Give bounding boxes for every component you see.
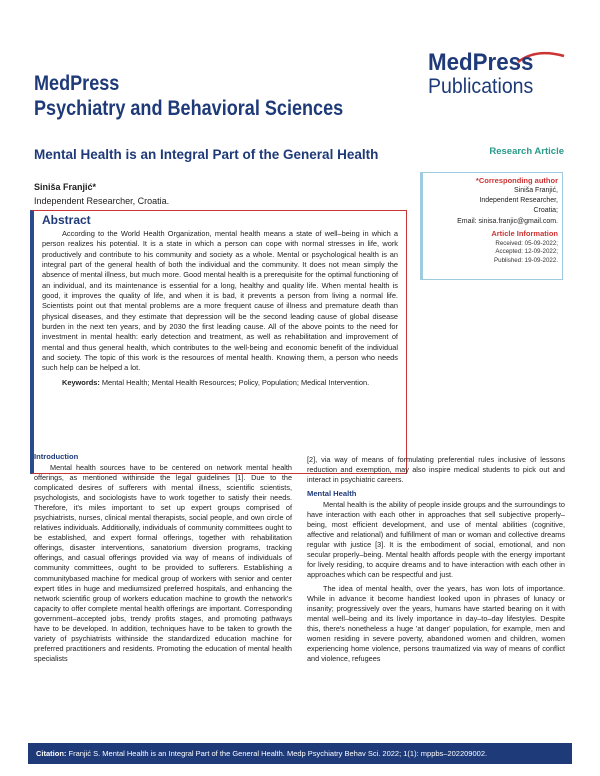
introduction-paragraph: Mental health sources have to be centered on network mental health offerings, as mentioned withinside the legal guidelines [1]. Due to the complicated desires of sufferers with mental illness, scientific scientists, psychologists, and sociologists have to work together to satisfy their needs. Therefore, it's miles important to set up expert groups comprised of psychiatrists, nurses, clinical mental therapists, social people, and own circle of relatives individuals. Additionally, individuals of community committees ought to be established, and expert formal offerings, together with rehabilitation offerings, disaster interventions, sanatorium diversion programs, tracking offerings, and casual offerings provided via way of means of individuals of community committees, ought to be provided to sufferers. Establishing a communitybased machine for medical group of workers with senior and center expert titles in huge and mediumsized preferred hospitals, and enhancing the network scientific group of workers education machine to growth the network's capacity to offer complete mental health offerings are important. Corresponding government–accepted jobs, trendy profits stages, and promoting pathways have to be developed. In addition, techniques have to be taken to growth the variety of psychiatrists withinside the standardized education machine for preferred practitioners and residents. Promoting the education of mental health specialists (34, 463, 292, 663)
abstract-heading: Abstract (42, 213, 91, 227)
accepted-date: Accepted: 12-09-2022; (495, 248, 558, 256)
correspondence-box (420, 172, 563, 280)
abstract-text: According to the World Health Organization, mental health means a state of well–being in which a person realizes his potential. It is a state in which a person can cope with normal stresses in life, work productively and contribute to his community and society as a whole. Mental or psychological health is an integral part of the general health of both the individual and the community. It does not mean simply the absence of mental illness, but much more. Good mental health is a prerequisite for the optimal functioning of an individual, and its maintenance is essential for a long, healthy and quality life. When mental health is good, it improves the quality of life, and when it is bad, it prevents a person from living a normal life. Scientists point out that mental problems are a more frequent cause of illness and premature death than physical diseases, and they estimate that depression will be the second leading cause of global disease burden in the next ten years, and by 2030 the first leading cause. All of the above points to the need for investment in mental health: early detection and treatment, as well as rehabilitation and improvement of mental and thus general health, which contributes to the well-being and economic benefit of the individual and society. The topic of this work is the resources of mental health. Knowing them, a person who needs such help can be helped a lot. (42, 229, 398, 373)
corresponding-author-heading: *Corresponding author (475, 176, 558, 185)
mental-health-paragraph-2: The idea of mental health, over the years, has won lots of importance. While in advance it become handiest looked upon in phrases of lunacy or insanity; progressively over the years, humans have started bearing on it with mental well–being and its lively importance in day–to–day lifestyles. Despite this, there's nonetheless a huge 'at danger' population, for example, men and women residing in severe poverty, abandoned women and children, women experiencing home violence, persons traumatized via way of means of conflict and violence, refugees (307, 583, 565, 663)
mental-health-paragraph-1: Mental health is the ability of people inside groups and the surroundings to have interaction with each other in approaches that sell subjective properly–being, most efficient development, and use of mental abilities (cognitive, affective and relational) and fulfillment of man or woman and collective dreams regular with justice [3]. It is the embodiment of social, emotional, and non secular properly–being. Mental health affords people with the energy important for lively residing, to acquire dreams and to have interaction with each other in approaches which can be respectful and just. (307, 500, 565, 580)
article-affiliation: Independent Researcher, Croatia. (34, 196, 170, 206)
journal-title-line2: Psychiatry and Behavioral Sciences (34, 97, 344, 120)
logo-line1: MedPress (428, 49, 534, 76)
citation-label: Citation: (36, 749, 67, 758)
introduction-continued: [2], via way of means of formulating preferential rules inclusive of lessons reduction and exemption, may also inspire medical students to pick out and interact in psychiatric careers. (307, 455, 565, 485)
citation-text: Franjić S. Mental Health is an Integral Part of the General Health. Medp Psychiatry Behav Sci. 2022; 1(1): mppbs–202209002. (68, 749, 488, 758)
keywords-label: Keywords: (62, 377, 100, 387)
article-title: Mental Health is an Integral Part of the General Health (34, 147, 379, 162)
journal-title-line1: MedPress (34, 72, 120, 95)
corresponding-name: Siniša Franjić, (514, 187, 558, 194)
right-column (307, 455, 565, 667)
corresponding-email[interactable]: Email: sinisa.franjic@gmail.com. (457, 217, 558, 225)
article-type: Research Article (489, 146, 564, 157)
mental-health-heading: Mental Health (307, 489, 357, 499)
corresponding-country: Croatia; (533, 207, 558, 215)
published-date: Published: 19-09-2022. (494, 257, 558, 264)
article-author: Siniša Franjić* (34, 182, 97, 192)
article-info-heading: Article Information (491, 228, 558, 238)
introduction-heading: Introduction (34, 452, 79, 461)
abstract-box (30, 210, 407, 474)
keywords (42, 378, 398, 388)
keywords-text: Mental Health; Mental Health Resources; Policy, Population; Medical Intervention. (101, 377, 370, 387)
logo-line2: Publications (428, 75, 534, 98)
publisher-logo (424, 50, 574, 102)
citation-bar (28, 743, 572, 764)
received-date: Received: 05-09-2022; (495, 239, 558, 247)
corresponding-role: Independent Researcher, (479, 197, 558, 205)
journal-title (34, 72, 343, 122)
left-column (34, 451, 292, 667)
